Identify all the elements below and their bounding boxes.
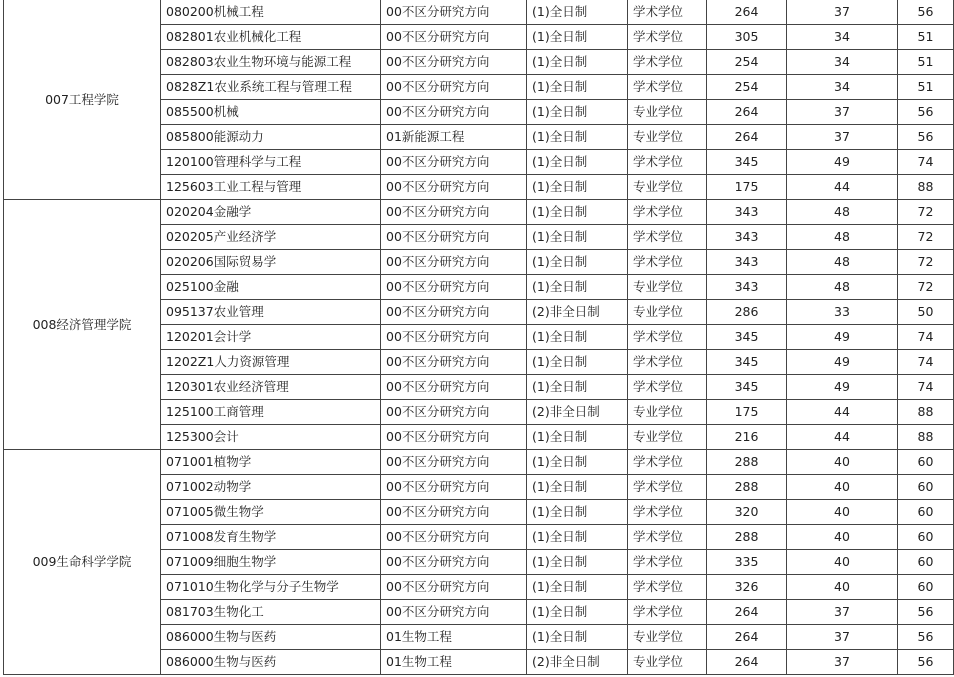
major-cell: 082801农业机械化工程 <box>161 25 381 50</box>
direction-cell: 00不区分研究方向 <box>381 525 527 550</box>
total-score-cell: 345 <box>707 350 787 375</box>
study-mode-cell: (1)全日制 <box>527 250 628 275</box>
degree-type-cell: 学术学位 <box>628 225 707 250</box>
major-subject-score-cell: 56 <box>898 0 954 25</box>
direction-cell: 00不区分研究方向 <box>381 600 527 625</box>
direction-cell: 00不区分研究方向 <box>381 325 527 350</box>
direction-cell: 00不区分研究方向 <box>381 450 527 475</box>
single-subject-score-cell: 34 <box>787 75 898 100</box>
major-cell: 086000生物与医药 <box>161 625 381 650</box>
study-mode-cell: (2)非全日制 <box>527 300 628 325</box>
major-subject-score-cell: 56 <box>898 100 954 125</box>
degree-type-cell: 学术学位 <box>628 600 707 625</box>
single-subject-score-cell: 40 <box>787 450 898 475</box>
direction-cell: 00不区分研究方向 <box>381 575 527 600</box>
direction-cell: 00不区分研究方向 <box>381 0 527 25</box>
major-cell: 071009细胞生物学 <box>161 550 381 575</box>
total-score-cell: 264 <box>707 125 787 150</box>
major-cell: 085500机械 <box>161 100 381 125</box>
total-score-cell: 305 <box>707 25 787 50</box>
major-subject-score-cell: 72 <box>898 225 954 250</box>
total-score-cell: 343 <box>707 200 787 225</box>
degree-type-cell: 学术学位 <box>628 550 707 575</box>
degree-type-cell: 学术学位 <box>628 525 707 550</box>
degree-type-cell: 学术学位 <box>628 0 707 25</box>
total-score-cell: 264 <box>707 600 787 625</box>
single-subject-score-cell: 48 <box>787 275 898 300</box>
single-subject-score-cell: 37 <box>787 0 898 25</box>
direction-cell: 00不区分研究方向 <box>381 350 527 375</box>
degree-type-cell: 学术学位 <box>628 325 707 350</box>
total-score-cell: 345 <box>707 375 787 400</box>
major-cell: 020204金融学 <box>161 200 381 225</box>
major-cell: 0828Z1农业系统工程与管理工程 <box>161 75 381 100</box>
major-cell: 086000生物与医药 <box>161 650 381 675</box>
direction-cell: 00不区分研究方向 <box>381 375 527 400</box>
single-subject-score-cell: 40 <box>787 550 898 575</box>
major-subject-score-cell: 56 <box>898 625 954 650</box>
single-subject-score-cell: 49 <box>787 375 898 400</box>
total-score-cell: 264 <box>707 0 787 25</box>
major-cell: 020206国际贸易学 <box>161 250 381 275</box>
direction-cell: 01生物工程 <box>381 650 527 675</box>
major-cell: 095137农业管理 <box>161 300 381 325</box>
degree-type-cell: 专业学位 <box>628 400 707 425</box>
single-subject-score-cell: 37 <box>787 650 898 675</box>
total-score-cell: 175 <box>707 175 787 200</box>
table-row <box>4 450 954 475</box>
degree-type-cell: 专业学位 <box>628 125 707 150</box>
major-subject-score-cell: 51 <box>898 25 954 50</box>
major-subject-score-cell: 60 <box>898 525 954 550</box>
direction-cell: 00不区分研究方向 <box>381 200 527 225</box>
single-subject-score-cell: 49 <box>787 350 898 375</box>
direction-cell: 01新能源工程 <box>381 125 527 150</box>
major-subject-score-cell: 60 <box>898 500 954 525</box>
major-cell: 1202Z1人力资源管理 <box>161 350 381 375</box>
total-score-cell: 345 <box>707 325 787 350</box>
degree-type-cell: 专业学位 <box>628 275 707 300</box>
degree-type-cell: 专业学位 <box>628 300 707 325</box>
study-mode-cell: (1)全日制 <box>527 500 628 525</box>
major-cell: 071001植物学 <box>161 450 381 475</box>
single-subject-score-cell: 37 <box>787 125 898 150</box>
total-score-cell: 216 <box>707 425 787 450</box>
major-cell: 080200机械工程 <box>161 0 381 25</box>
degree-type-cell: 学术学位 <box>628 150 707 175</box>
table-row <box>4 200 954 225</box>
major-subject-score-cell: 60 <box>898 550 954 575</box>
degree-type-cell: 学术学位 <box>628 200 707 225</box>
degree-type-cell: 学术学位 <box>628 475 707 500</box>
direction-cell: 00不区分研究方向 <box>381 100 527 125</box>
single-subject-score-cell: 33 <box>787 300 898 325</box>
single-subject-score-cell: 34 <box>787 25 898 50</box>
college-cell: 008经济管理学院 <box>4 200 161 450</box>
major-cell: 085800能源动力 <box>161 125 381 150</box>
major-cell: 025100金融 <box>161 275 381 300</box>
study-mode-cell: (2)非全日制 <box>527 650 628 675</box>
single-subject-score-cell: 40 <box>787 525 898 550</box>
direction-cell: 00不区分研究方向 <box>381 250 527 275</box>
degree-type-cell: 学术学位 <box>628 350 707 375</box>
major-subject-score-cell: 74 <box>898 375 954 400</box>
major-subject-score-cell: 72 <box>898 275 954 300</box>
direction-cell: 00不区分研究方向 <box>381 425 527 450</box>
study-mode-cell: (2)非全日制 <box>527 400 628 425</box>
major-cell: 125603工业工程与管理 <box>161 175 381 200</box>
direction-cell: 00不区分研究方向 <box>381 500 527 525</box>
direction-cell: 00不区分研究方向 <box>381 550 527 575</box>
single-subject-score-cell: 37 <box>787 100 898 125</box>
total-score-cell: 288 <box>707 475 787 500</box>
major-subject-score-cell: 72 <box>898 200 954 225</box>
study-mode-cell: (1)全日制 <box>527 125 628 150</box>
score-table <box>3 0 954 675</box>
single-subject-score-cell: 44 <box>787 400 898 425</box>
study-mode-cell: (1)全日制 <box>527 625 628 650</box>
study-mode-cell: (1)全日制 <box>527 175 628 200</box>
study-mode-cell: (1)全日制 <box>527 25 628 50</box>
degree-type-cell: 专业学位 <box>628 100 707 125</box>
total-score-cell: 326 <box>707 575 787 600</box>
total-score-cell: 343 <box>707 250 787 275</box>
major-subject-score-cell: 51 <box>898 75 954 100</box>
study-mode-cell: (1)全日制 <box>527 525 628 550</box>
college-cell: 007工程学院 <box>4 0 161 200</box>
major-cell: 082803农业生物环境与能源工程 <box>161 50 381 75</box>
study-mode-cell: (1)全日制 <box>527 150 628 175</box>
total-score-cell: 345 <box>707 150 787 175</box>
total-score-cell: 320 <box>707 500 787 525</box>
study-mode-cell: (1)全日制 <box>527 600 628 625</box>
study-mode-cell: (1)全日制 <box>527 200 628 225</box>
single-subject-score-cell: 40 <box>787 475 898 500</box>
degree-type-cell: 专业学位 <box>628 425 707 450</box>
major-cell: 120301农业经济管理 <box>161 375 381 400</box>
major-cell: 125300会计 <box>161 425 381 450</box>
degree-type-cell: 学术学位 <box>628 450 707 475</box>
direction-cell: 00不区分研究方向 <box>381 175 527 200</box>
single-subject-score-cell: 44 <box>787 175 898 200</box>
study-mode-cell: (1)全日制 <box>527 550 628 575</box>
single-subject-score-cell: 40 <box>787 575 898 600</box>
major-subject-score-cell: 88 <box>898 400 954 425</box>
major-cell: 081703生物化工 <box>161 600 381 625</box>
single-subject-score-cell: 37 <box>787 600 898 625</box>
major-subject-score-cell: 51 <box>898 50 954 75</box>
direction-cell: 00不区分研究方向 <box>381 475 527 500</box>
single-subject-score-cell: 44 <box>787 425 898 450</box>
major-cell: 020205产业经济学 <box>161 225 381 250</box>
single-subject-score-cell: 34 <box>787 50 898 75</box>
direction-cell: 00不区分研究方向 <box>381 150 527 175</box>
total-score-cell: 343 <box>707 275 787 300</box>
study-mode-cell: (1)全日制 <box>527 325 628 350</box>
direction-cell: 00不区分研究方向 <box>381 75 527 100</box>
major-subject-score-cell: 60 <box>898 450 954 475</box>
major-subject-score-cell: 88 <box>898 175 954 200</box>
degree-type-cell: 专业学位 <box>628 175 707 200</box>
degree-type-cell: 专业学位 <box>628 650 707 675</box>
study-mode-cell: (1)全日制 <box>527 50 628 75</box>
major-subject-score-cell: 60 <box>898 575 954 600</box>
direction-cell: 00不区分研究方向 <box>381 25 527 50</box>
major-cell: 120201会计学 <box>161 325 381 350</box>
major-subject-score-cell: 50 <box>898 300 954 325</box>
study-mode-cell: (1)全日制 <box>527 75 628 100</box>
major-cell: 071002动物学 <box>161 475 381 500</box>
major-cell: 120100管理科学与工程 <box>161 150 381 175</box>
total-score-cell: 175 <box>707 400 787 425</box>
single-subject-score-cell: 48 <box>787 250 898 275</box>
direction-cell: 01生物工程 <box>381 625 527 650</box>
total-score-cell: 335 <box>707 550 787 575</box>
single-subject-score-cell: 49 <box>787 150 898 175</box>
total-score-cell: 343 <box>707 225 787 250</box>
degree-type-cell: 学术学位 <box>628 575 707 600</box>
direction-cell: 00不区分研究方向 <box>381 275 527 300</box>
direction-cell: 00不区分研究方向 <box>381 400 527 425</box>
single-subject-score-cell: 37 <box>787 625 898 650</box>
direction-cell: 00不区分研究方向 <box>381 300 527 325</box>
table-row <box>4 0 954 25</box>
major-subject-score-cell: 74 <box>898 350 954 375</box>
study-mode-cell: (1)全日制 <box>527 100 628 125</box>
major-subject-score-cell: 56 <box>898 600 954 625</box>
major-subject-score-cell: 88 <box>898 425 954 450</box>
major-subject-score-cell: 56 <box>898 650 954 675</box>
study-mode-cell: (1)全日制 <box>527 575 628 600</box>
single-subject-score-cell: 48 <box>787 225 898 250</box>
major-cell: 071008发育生物学 <box>161 525 381 550</box>
total-score-cell: 254 <box>707 50 787 75</box>
major-cell: 071010生物化学与分子生物学 <box>161 575 381 600</box>
major-cell: 125100工商管理 <box>161 400 381 425</box>
major-subject-score-cell: 74 <box>898 325 954 350</box>
study-mode-cell: (1)全日制 <box>527 475 628 500</box>
table-body <box>4 0 954 675</box>
degree-type-cell: 学术学位 <box>628 500 707 525</box>
college-cell: 009生命科学学院 <box>4 450 161 675</box>
degree-type-cell: 学术学位 <box>628 75 707 100</box>
degree-type-cell: 学术学位 <box>628 375 707 400</box>
direction-cell: 00不区分研究方向 <box>381 225 527 250</box>
major-subject-score-cell: 72 <box>898 250 954 275</box>
total-score-cell: 264 <box>707 100 787 125</box>
total-score-cell: 264 <box>707 650 787 675</box>
study-mode-cell: (1)全日制 <box>527 0 628 25</box>
study-mode-cell: (1)全日制 <box>527 450 628 475</box>
total-score-cell: 254 <box>707 75 787 100</box>
single-subject-score-cell: 48 <box>787 200 898 225</box>
study-mode-cell: (1)全日制 <box>527 425 628 450</box>
major-cell: 071005微生物学 <box>161 500 381 525</box>
degree-type-cell: 学术学位 <box>628 50 707 75</box>
direction-cell: 00不区分研究方向 <box>381 50 527 75</box>
degree-type-cell: 专业学位 <box>628 625 707 650</box>
major-subject-score-cell: 56 <box>898 125 954 150</box>
single-subject-score-cell: 49 <box>787 325 898 350</box>
total-score-cell: 286 <box>707 300 787 325</box>
major-subject-score-cell: 60 <box>898 475 954 500</box>
single-subject-score-cell: 40 <box>787 500 898 525</box>
study-mode-cell: (1)全日制 <box>527 225 628 250</box>
study-mode-cell: (1)全日制 <box>527 375 628 400</box>
degree-type-cell: 学术学位 <box>628 250 707 275</box>
degree-type-cell: 学术学位 <box>628 25 707 50</box>
major-subject-score-cell: 74 <box>898 150 954 175</box>
total-score-cell: 264 <box>707 625 787 650</box>
study-mode-cell: (1)全日制 <box>527 275 628 300</box>
total-score-cell: 288 <box>707 525 787 550</box>
total-score-cell: 288 <box>707 450 787 475</box>
study-mode-cell: (1)全日制 <box>527 350 628 375</box>
